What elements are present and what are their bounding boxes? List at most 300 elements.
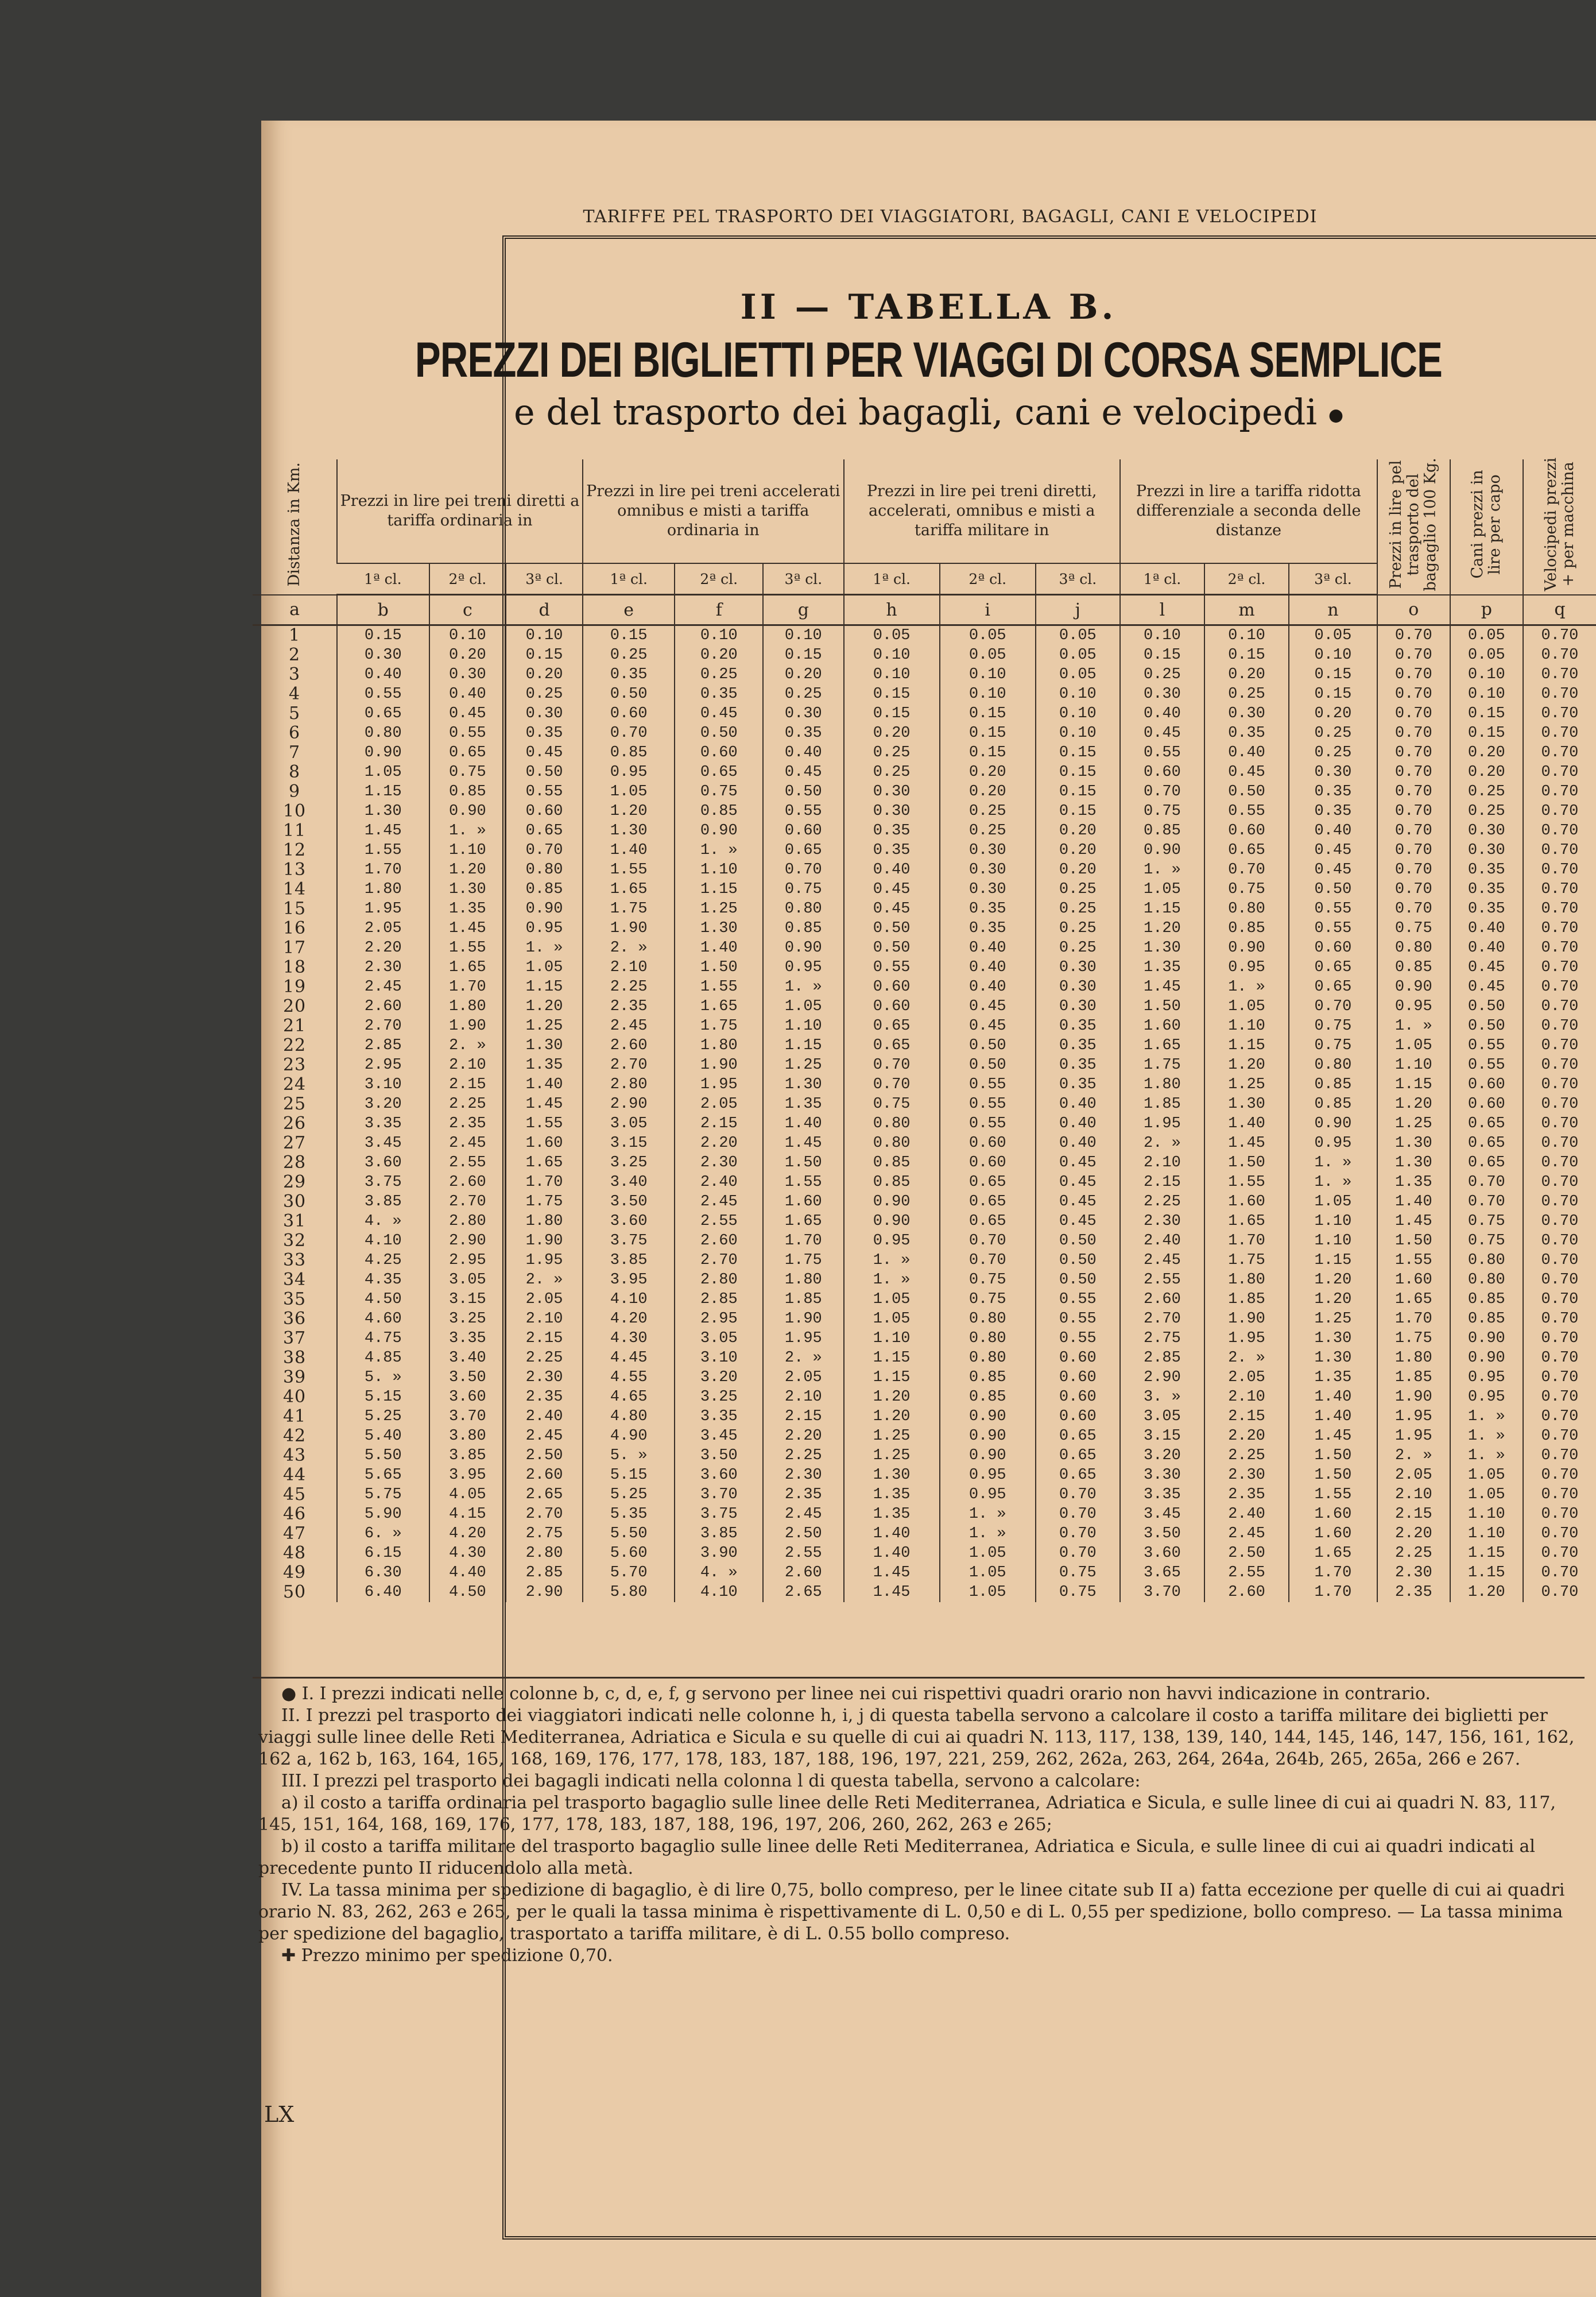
header-dogs: Cani prezzi in lire per capo	[1450, 459, 1523, 595]
price-cell: 1.10	[429, 841, 506, 860]
price-cell: 0.25	[1036, 919, 1120, 938]
price-cell: 1.85	[1377, 1368, 1450, 1387]
price-cell: 3.85	[583, 1251, 675, 1270]
price-cell: 1.50	[675, 958, 763, 977]
price-cell: 0.90	[940, 1446, 1036, 1465]
price-cell: 0.90	[763, 938, 843, 958]
price-cell: 4.75	[337, 1329, 429, 1348]
distance-cell: 20	[282, 996, 307, 1016]
price-cell: 0.70	[1523, 860, 1596, 880]
price-cell: 0.65	[844, 1036, 940, 1055]
price-cell: 2.95	[675, 1309, 763, 1329]
price-cell: 0.60	[1450, 1095, 1523, 1114]
price-cell: 3.05	[429, 1270, 506, 1290]
price-cell: 0.50	[1450, 1016, 1523, 1036]
price-cell: 1.75	[1377, 1329, 1450, 1348]
table-row	[253, 1563, 1596, 1583]
price-cell: 1.30	[429, 880, 506, 899]
distance-cell: 32	[282, 1231, 307, 1251]
price-cell: 1.25	[763, 1055, 843, 1075]
table-row	[253, 1251, 1596, 1270]
price-cell: 1.20	[844, 1387, 940, 1407]
price-cell: 0.30	[763, 704, 843, 724]
price-cell: 0.40	[1036, 1095, 1120, 1114]
price-cell: 0.70	[1523, 997, 1596, 1016]
price-cell: 0.55	[1036, 1329, 1120, 1348]
price-cell: 0.05	[1036, 645, 1120, 665]
table-row	[253, 1465, 1596, 1485]
price-cell: 3.65	[1120, 1563, 1204, 1583]
price-cell: 4.55	[583, 1368, 675, 1387]
distance-cell: 8	[288, 762, 301, 782]
price-cell: 0.65	[1204, 841, 1289, 860]
price-cell: 0.40	[429, 685, 506, 704]
price-cell: 4.25	[337, 1251, 429, 1270]
price-cell: 0.55	[429, 724, 506, 743]
price-cell: 0.65	[940, 1212, 1036, 1231]
price-cell: 1.70	[506, 1173, 583, 1192]
price-cell: 2.10	[1120, 1153, 1204, 1173]
price-cell: 2.05	[675, 1095, 763, 1114]
price-cell: 0.35	[1450, 880, 1523, 899]
price-cell: 4.30	[583, 1329, 675, 1348]
table-row	[253, 1485, 1596, 1505]
price-cell: 1.80	[1120, 1075, 1204, 1095]
class-header: 3ª cl.	[763, 563, 843, 595]
price-cell: 0.95	[763, 958, 843, 977]
price-cell: 2.70	[1120, 1309, 1204, 1329]
price-cell: 1.10	[1289, 1231, 1377, 1251]
price-cell: 0.45	[1450, 958, 1523, 977]
price-cell: 0.10	[844, 645, 940, 665]
price-cell: 0.70	[583, 724, 675, 743]
price-cell: 1.55	[763, 1173, 843, 1192]
price-cell: 1.30	[1377, 1153, 1450, 1173]
price-cell: 0.75	[429, 763, 506, 782]
price-cell: 0.70	[1204, 860, 1289, 880]
price-cell: 0.75	[1450, 1212, 1523, 1231]
price-cell: 0.10	[940, 665, 1036, 685]
price-cell: 0.35	[844, 821, 940, 841]
price-cell: 0.85	[940, 1387, 1036, 1407]
price-cell: 1.40	[844, 1524, 940, 1544]
price-cell: 3.45	[1120, 1505, 1204, 1524]
price-cell: 1.45	[763, 1134, 843, 1153]
table-row	[253, 665, 1596, 685]
price-cell: 2.50	[763, 1524, 843, 1544]
price-cell: 0.70	[1523, 1563, 1596, 1583]
price-cell: 0.45	[506, 743, 583, 763]
price-cell: 0.70	[1377, 704, 1450, 724]
price-cell: 0.85	[763, 919, 843, 938]
price-cell: 1.50	[763, 1153, 843, 1173]
price-cell: 0.70	[1523, 1426, 1596, 1446]
price-cell: 1.25	[675, 899, 763, 919]
price-cell: 0.70	[940, 1251, 1036, 1270]
price-cell: 2.15	[1377, 1505, 1450, 1524]
price-cell: 2.60	[1204, 1583, 1289, 1602]
price-cell: 2.05	[1204, 1368, 1289, 1387]
price-cell: 1.70	[337, 860, 429, 880]
price-cell: 0.70	[1523, 645, 1596, 665]
price-cell: 0.65	[1450, 1114, 1523, 1134]
price-cell: 2.15	[1120, 1173, 1204, 1192]
price-cell: 2.05	[506, 1290, 583, 1309]
price-cell: 2.15	[763, 1407, 843, 1426]
price-cell: 0.70	[1523, 1309, 1596, 1329]
table-body	[253, 625, 1596, 1603]
price-cell: 0.40	[940, 938, 1036, 958]
price-cell: 0.25	[1036, 899, 1120, 919]
price-cell: 2.10	[1204, 1387, 1289, 1407]
distance-cell: 34	[282, 1270, 307, 1290]
price-cell: 1.80	[763, 1270, 843, 1290]
price-cell: 2.45	[1120, 1251, 1204, 1270]
price-cell: 0.40	[1036, 1114, 1120, 1134]
table-row	[253, 1505, 1596, 1524]
price-cell: 0.50	[675, 724, 763, 743]
price-cell: 2.10	[1377, 1485, 1450, 1505]
price-cell: 2.20	[675, 1134, 763, 1153]
price-cell: 0.25	[1036, 938, 1120, 958]
price-cell: 1.35	[429, 899, 506, 919]
price-cell: 0.70	[844, 1075, 940, 1095]
price-cell: 2.90	[1120, 1368, 1204, 1387]
price-cell: 1.65	[1120, 1036, 1204, 1055]
table-row	[253, 1231, 1596, 1251]
price-cell: 0.90	[1120, 841, 1204, 860]
price-cell: 2.25	[583, 977, 675, 997]
price-cell: 3.75	[337, 1173, 429, 1192]
table-row	[253, 1348, 1596, 1368]
price-cell: 0.15	[1036, 802, 1120, 821]
price-cell: 0.60	[1036, 1348, 1120, 1368]
price-cell: 0.70	[1523, 1524, 1596, 1544]
price-cell: 4.20	[429, 1524, 506, 1544]
price-cell: 1.30	[675, 919, 763, 938]
price-cell: 1.10	[1377, 1055, 1450, 1075]
price-cell: 1.05	[940, 1583, 1036, 1602]
price-cell: 0.35	[1036, 1075, 1120, 1095]
price-cell: 0.70	[1523, 1290, 1596, 1309]
price-cell: 1.35	[844, 1505, 940, 1524]
price-cell: 1.70	[1377, 1309, 1450, 1329]
price-cell: 2.45	[675, 1192, 763, 1212]
price-cell: 0.50	[940, 1055, 1036, 1075]
price-cell: 1. »	[1377, 1016, 1450, 1036]
price-cell: 1.55	[1289, 1485, 1377, 1505]
price-cell: 1.30	[1289, 1329, 1377, 1348]
price-cell: 5.25	[337, 1407, 429, 1426]
note-3a: a) il costo a tariffa ordinaria pel trasporto bagaglio sulle linee delle Reti Mediterranea, Adriatica e Sicula, e sulle linee di cui ai quadri N. 83, 117, 145, 151, 164, 168, 169, 176, 177, 178, 183, 187, 188, 196, 197, 206, 260, 262, 263 e 265;	[258, 1793, 1556, 1835]
note-3: III. I prezzi pel trasporto dei bagagli indicati nella colonna l di questa tabella, servono a calcolare:	[281, 1771, 1141, 1791]
price-cell: 3.85	[675, 1524, 763, 1544]
price-cell: 0.45	[1450, 977, 1523, 997]
price-cell: 2.90	[506, 1583, 583, 1602]
price-cell: 3.20	[675, 1368, 763, 1387]
price-cell: 1.70	[1289, 1563, 1377, 1583]
price-cell: 4.10	[675, 1583, 763, 1602]
distance-cell: 22	[282, 1035, 307, 1055]
table-row	[253, 1329, 1596, 1348]
price-cell: 0.45	[429, 704, 506, 724]
price-cell: 0.10	[1036, 685, 1120, 704]
price-cell: 1.15	[506, 977, 583, 997]
price-cell: 2.95	[429, 1251, 506, 1270]
distance-cell: 46	[282, 1504, 307, 1524]
price-cell: 0.75	[1120, 802, 1204, 821]
price-cell: 4.35	[337, 1270, 429, 1290]
price-cell: 0.05	[844, 625, 940, 646]
price-cell: 0.70	[763, 860, 843, 880]
price-cell: 3.50	[1120, 1524, 1204, 1544]
distance-cell: 2	[288, 645, 301, 665]
price-cell: 0.35	[1450, 899, 1523, 919]
price-cell: 1.05	[844, 1309, 940, 1329]
price-cell: 0.25	[1289, 743, 1377, 763]
class-header: 1ª cl.	[844, 563, 940, 595]
table-row	[253, 743, 1596, 763]
price-cell: 0.75	[1204, 880, 1289, 899]
price-cell: 2.30	[1120, 1212, 1204, 1231]
price-cell: 2.65	[763, 1583, 843, 1602]
price-cell: 0.45	[1036, 1192, 1120, 1212]
price-cell: 0.90	[940, 1407, 1036, 1426]
price-cell: 3.35	[337, 1114, 429, 1134]
price-cell: 1.30	[844, 1465, 940, 1485]
price-cell: 0.75	[844, 1095, 940, 1114]
price-cell: 0.70	[1377, 665, 1450, 685]
price-cell: 0.90	[675, 821, 763, 841]
table-row	[253, 1446, 1596, 1465]
price-cell: 1. »	[1289, 1173, 1377, 1192]
distance-cell: 1	[288, 625, 301, 645]
subtitle-text: e del trasporto dei bagagli, cani e velocipedi	[513, 391, 1318, 433]
price-cell: 0.90	[1450, 1329, 1523, 1348]
price-cell: 1.30	[1377, 1134, 1450, 1153]
price-cell: 0.70	[1377, 685, 1450, 704]
price-cell: 0.60	[583, 704, 675, 724]
price-cell: 5.15	[583, 1465, 675, 1485]
price-cell: 0.95	[1450, 1387, 1523, 1407]
price-cell: 5.60	[583, 1544, 675, 1563]
table-row	[253, 1212, 1596, 1231]
price-cell: 0.65	[675, 763, 763, 782]
price-cell: 0.30	[337, 645, 429, 665]
price-cell: 3.20	[1120, 1446, 1204, 1465]
column-letter: f	[675, 595, 763, 625]
price-cell: 1.65	[429, 958, 506, 977]
price-cell: 1.15	[1289, 1251, 1377, 1270]
column-letter: g	[763, 595, 843, 625]
price-cell: 2.90	[429, 1231, 506, 1251]
price-cell: 0.70	[1450, 1173, 1523, 1192]
price-cell: 2.85	[337, 1036, 429, 1055]
price-cell: 2.25	[763, 1446, 843, 1465]
price-cell: 0.80	[940, 1329, 1036, 1348]
price-cell: 1.65	[763, 1212, 843, 1231]
price-cell: 1.90	[675, 1055, 763, 1075]
price-cell: 1.15	[1204, 1036, 1289, 1055]
price-cell: 1. »	[1450, 1446, 1523, 1465]
price-cell: 1.20	[1450, 1583, 1523, 1602]
price-cell: 3.75	[583, 1231, 675, 1251]
price-cell: 1.25	[1377, 1114, 1450, 1134]
table-row	[253, 1095, 1596, 1114]
table-row	[253, 1036, 1596, 1055]
price-cell: 0.70	[1523, 1134, 1596, 1153]
price-cell: 1.15	[844, 1348, 940, 1368]
price-cell: 1. »	[1450, 1426, 1523, 1446]
distance-cell: 26	[282, 1113, 307, 1134]
price-cell: 1.80	[1377, 1348, 1450, 1368]
price-cell: 1.05	[1450, 1465, 1523, 1485]
note-3b: b) il costo a tariffa militare del trasporto bagaglio sulle linee delle Reti Mediterranea, Adriatica e Sicula, e sulle linee di cui ai quadri indicati al precedente punto II riducendolo alla metà.	[258, 1836, 1535, 1878]
price-cell: 2.25	[1120, 1192, 1204, 1212]
price-cell: 0.15	[1036, 743, 1120, 763]
table-row	[253, 1426, 1596, 1446]
price-cell: 0.95	[940, 1465, 1036, 1485]
price-cell: 0.90	[1450, 1348, 1523, 1368]
table-row	[253, 1192, 1596, 1212]
price-cell: 0.55	[1289, 899, 1377, 919]
header-baggage: Prezzi in lire pel trasporto del bagaglio 100 Kg.	[1377, 459, 1450, 595]
price-cell: 1.25	[1289, 1309, 1377, 1329]
price-cell: 1.90	[1204, 1309, 1289, 1329]
price-cell: 2.45	[337, 977, 429, 997]
table-row	[253, 802, 1596, 821]
price-cell: 2.30	[1204, 1465, 1289, 1485]
column-letter: m	[1204, 595, 1289, 625]
table-row	[253, 1153, 1596, 1173]
table-row	[253, 1368, 1596, 1387]
distance-cell: 7	[288, 743, 301, 763]
price-cell: 0.65	[1289, 977, 1377, 997]
price-cell: 1.15	[1377, 1075, 1450, 1095]
price-cell: 1.60	[763, 1192, 843, 1212]
price-cell: 0.15	[1289, 665, 1377, 685]
price-cell: 0.40	[1120, 704, 1204, 724]
price-cell: 0.50	[940, 1036, 1036, 1055]
column-letter: j	[1036, 595, 1120, 625]
price-cell: 2.20	[763, 1426, 843, 1446]
price-cell: 1.55	[337, 841, 429, 860]
price-cell: 0.75	[1289, 1016, 1377, 1036]
price-cell: 1.90	[506, 1231, 583, 1251]
table-row	[253, 763, 1596, 782]
distance-cell: 23	[282, 1055, 307, 1075]
price-cell: 1.45	[429, 919, 506, 938]
price-cell: 0.70	[1289, 997, 1377, 1016]
header-group-efg: Prezzi in lire pei treni accelerati omnibus e misti a tariffa ordinaria in	[583, 459, 844, 563]
price-cell: 2.85	[675, 1290, 763, 1309]
price-cell: 0.30	[844, 782, 940, 802]
price-cell: 0.10	[429, 625, 506, 646]
price-cell: 2. »	[763, 1348, 843, 1368]
price-cell: 3.95	[583, 1270, 675, 1290]
price-cell: 1.45	[844, 1563, 940, 1583]
price-cell: 1.05	[1377, 1036, 1450, 1055]
price-cell: 0.70	[1523, 1368, 1596, 1387]
price-cell: 0.35	[1036, 1036, 1120, 1055]
price-cell: 1.80	[1204, 1270, 1289, 1290]
column-letter: e	[583, 595, 675, 625]
price-cell: 1. »	[429, 821, 506, 841]
price-cell: 0.25	[1450, 782, 1523, 802]
price-cell: 0.10	[844, 665, 940, 685]
price-cell: 2.60	[583, 1036, 675, 1055]
price-cell: 0.45	[1204, 763, 1289, 782]
price-cell: 0.50	[1450, 997, 1523, 1016]
price-cell: 4.20	[583, 1309, 675, 1329]
price-cell: 1.95	[1120, 1114, 1204, 1134]
price-cell: 0.15	[940, 724, 1036, 743]
price-cell: 2.85	[1120, 1348, 1204, 1368]
price-cell: 1.05	[940, 1563, 1036, 1583]
footnotes	[253, 1677, 1585, 1967]
price-cell: 1.75	[763, 1251, 843, 1270]
price-cell: 1.05	[1120, 880, 1204, 899]
price-cell: 2.50	[506, 1446, 583, 1465]
price-cell: 0.30	[1289, 763, 1377, 782]
table-row	[253, 860, 1596, 880]
price-cell: 1.05	[763, 997, 843, 1016]
price-cell: 0.70	[844, 1055, 940, 1075]
price-cell: 0.75	[1036, 1583, 1120, 1602]
distance-cell: 35	[282, 1289, 307, 1309]
price-cell: 5.75	[337, 1485, 429, 1505]
price-cell: 0.70	[1523, 1270, 1596, 1290]
price-cell: 2.55	[1120, 1270, 1204, 1290]
price-cell: 0.75	[675, 782, 763, 802]
price-cell: 1.55	[1377, 1251, 1450, 1270]
price-cell: 1.05	[844, 1290, 940, 1309]
price-cell: 0.55	[337, 685, 429, 704]
distance-cell: 11	[282, 821, 307, 841]
price-cell: 1.45	[1377, 1212, 1450, 1231]
price-cell: 2.35	[1204, 1485, 1289, 1505]
price-cell: 0.20	[1450, 743, 1523, 763]
price-cell: 1. »	[1289, 1153, 1377, 1173]
class-header: 3ª cl.	[506, 563, 583, 595]
price-cell: 1.10	[675, 860, 763, 880]
price-cell: 0.25	[1120, 665, 1204, 685]
price-cell: 0.35	[1204, 724, 1289, 743]
price-cell: 1.50	[1377, 1231, 1450, 1251]
price-cell: 2. »	[1204, 1348, 1289, 1368]
price-cell: 5.50	[583, 1524, 675, 1544]
price-cell: 5.25	[583, 1485, 675, 1505]
price-cell: 2.95	[337, 1055, 429, 1075]
price-cell: 0.20	[1036, 860, 1120, 880]
distance-cell: 14	[282, 879, 307, 899]
price-cell: 1.05	[1289, 1192, 1377, 1212]
price-cell: 0.20	[940, 782, 1036, 802]
price-cell: 0.20	[675, 645, 763, 665]
price-cell: 0.50	[506, 763, 583, 782]
price-cell: 0.65	[506, 821, 583, 841]
price-cell: 1.80	[429, 997, 506, 1016]
price-cell: 1.70	[1204, 1231, 1289, 1251]
price-cell: 0.55	[940, 1095, 1036, 1114]
price-cell: 0.45	[1289, 841, 1377, 860]
price-cell: 6. »	[337, 1524, 429, 1544]
price-cell: 0.35	[1036, 1016, 1120, 1036]
price-cell: 1.55	[429, 938, 506, 958]
price-cell: 1.55	[583, 860, 675, 880]
price-cell: 1.25	[844, 1426, 940, 1446]
price-cell: 0.70	[1036, 1544, 1120, 1563]
